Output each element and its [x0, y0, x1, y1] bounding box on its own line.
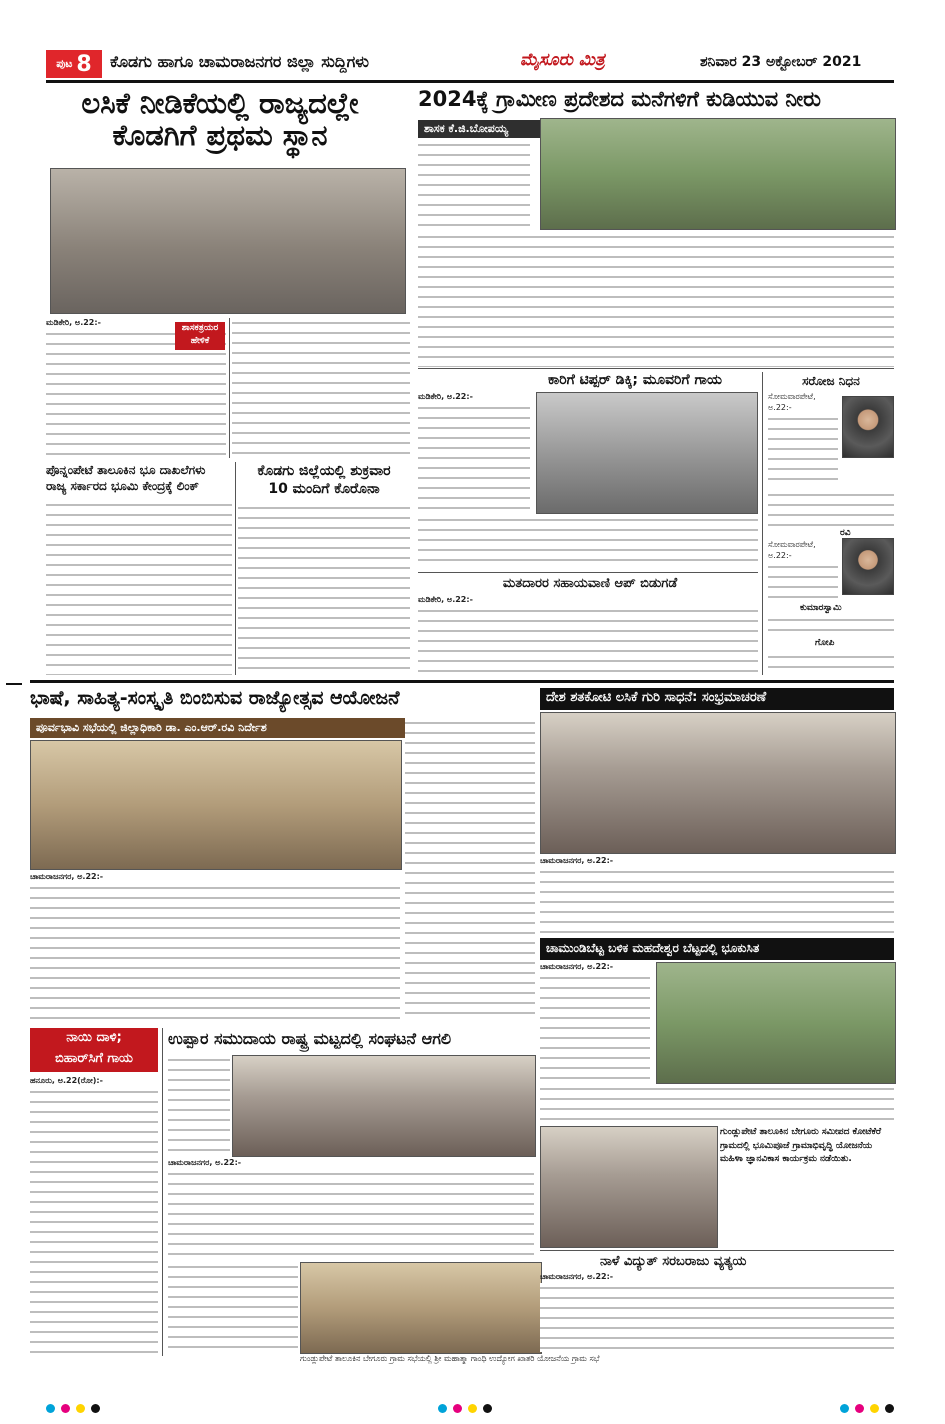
obituary-text-4: [768, 652, 894, 674]
covid-headline-line2: 10 ಮಂದಿಗೆ ಕೊರೊನಾ: [268, 481, 380, 498]
body-text-placeholder: [768, 562, 838, 600]
vaccine-press-photo: [50, 168, 406, 314]
body-text-placeholder: [540, 973, 650, 1082]
cyan-mark: [438, 1404, 447, 1413]
uppara-body-col0: [168, 1055, 230, 1155]
covid-body: [238, 503, 410, 675]
gandhi-scheme-caption: ಗುಂಡ್ಲುಪೇಟೆ ತಾಲೂಕಿನ ಬೇಗೂರು ಸಮೀಪದ ಕೋಟೆಕೆರೆ ಗ್ರಾಮದಲ್ಲಿ ಭೂಮಿಪೂಜೆ ಗ್ರಾಮಾಭಿವೃದ್ಧಿ ಯೋಜನೆಯ ಮಹಿಳಾ ಜ್ಞಾನವಿಕಾಸ ಕಾರ್ಯಕ್ರಮ ನಡೆಯಿತು.: [720, 1127, 882, 1164]
section-rule: [418, 572, 758, 573]
water-ceremony-photo: [540, 118, 896, 230]
body-text-placeholder: [232, 318, 410, 458]
cyan-mark: [46, 1404, 55, 1413]
tipper-dateline: ಮಡಿಕೇರಿ, ಅ.22:-: [418, 392, 473, 401]
tipper-body-rest: [418, 515, 758, 567]
yellow-mark: [468, 1404, 477, 1413]
crop-mark: [6, 683, 22, 685]
uppara-photo-caption: ಗುಂಡ್ಲುಪೇಟೆ ತಾಲೂಕಿನ ಬೇಗೂರು ಗ್ರಾಮ ಸಭೆಯಲ್ಲಿ ಶ್ರೀ ಮಹಾತ್ಮಾ ಗಾಂಧಿ ಉದ್ಯೋಗ ಖಾತರಿ ಯೋಜನೆಯ ಗ್ರಾಮ ಸಭೆ: [300, 1354, 894, 1370]
obituary-text-2: [768, 540, 838, 600]
ponnampet-headline: [46, 463, 232, 494]
tipper-headline: ಕಾರಿಗೆ ಟಿಪ್ಪರ್ ಡಿಕ್ಕಿ; ಮೂವರಿಗೆ ಗಾಯ: [548, 372, 722, 388]
yellow-mark: [76, 1404, 85, 1413]
obituary-dateline: ಸೋಮವಾರಪೇಟೆ, ಅ.22:-: [768, 392, 816, 412]
voter-app-headline: ಮತದಾರರ ಸಹಾಯವಾಣಿ ಆಪ್ ಬಿಡುಗಡೆ: [502, 576, 678, 591]
voter-app-body: [418, 595, 758, 675]
district-divider: [30, 680, 894, 683]
body-text-placeholder: [768, 414, 838, 488]
dog-attack-body: [30, 1076, 158, 1356]
body-text-placeholder: [418, 515, 758, 567]
body-text-placeholder: [768, 490, 894, 528]
uppara-felicitation-photo: [300, 1262, 542, 1354]
ponnampet-headline-line1: ಪೊನ್ನಂಪೇಟೆ ತಾಲೂಕಿನ ಭೂ ದಾಖಲೆಗಳು: [46, 463, 206, 477]
rajyotsava-body: [30, 872, 400, 1022]
section-rule: [418, 368, 894, 369]
yellow-mark: [870, 1404, 879, 1413]
hundred-crore-headline: ದೇಶ ಶತಕೋಟಿ ಲಸಿಕೆ ಗುರಿ ಸಾಧನೆ: ಸಂಭ್ರಮಾಚರಣೆ: [540, 688, 894, 710]
mla-badge: [175, 322, 225, 350]
rajyotsava-subhead: ಪೂರ್ವಭಾವಿ ಸಭೆಯಲ್ಲಿ ಜಿಲ್ಲಾಧಿಕಾರಿ ಡಾ. ಎಂ.ಆರ್.ರವಿ ನಿರ್ದೇಶ: [30, 718, 410, 738]
column-rule: [762, 372, 763, 675]
voter-app-dateline: ಮಡಿಕೇರಿ, ಅ.22:-: [418, 595, 473, 604]
gandhi-scheme-photo: [540, 1126, 718, 1248]
rajyotsava-dateline: ಚಾಮರಾಜನಗರ, ಅ.22:-: [30, 872, 104, 881]
mla-badge-line2: ಹೇಳಿಕೆ: [190, 335, 210, 346]
dog-attack-headline-line1: ನಾಯಿ ದಾಳಿ;: [66, 1030, 122, 1045]
obituary-dateline-2: ಸೋಮವಾರಪೇಟೆ, ಅ.22:-: [768, 540, 816, 560]
vaccine-headline-line2: ಕೊಡಗಿಗೆ ಪ್ರಥಮ ಸ್ಥಾನ: [112, 117, 328, 152]
page-number: 8: [76, 51, 92, 77]
black-mark: [885, 1404, 894, 1413]
body-text-placeholder: [768, 652, 894, 674]
body-text-placeholder: [30, 1087, 158, 1356]
body-text-placeholder: [418, 232, 894, 367]
obituary-text: [768, 392, 838, 488]
body-text-placeholder: [540, 1283, 894, 1352]
uppara-body-col2: [168, 1262, 298, 1352]
vaccine-headline-line1: ಲಸಿಕೆ ನೀಡಿಕೆಯಲ್ಲಿ ರಾಜ್ಯದಲ್ಲೇ: [81, 86, 359, 120]
landslide-body-rest: [540, 1084, 894, 1122]
body-text-placeholder: [168, 1169, 534, 1258]
power-cut-body: [540, 1272, 894, 1352]
column-rule: [162, 1028, 163, 1356]
cyan-mark: [840, 1404, 849, 1413]
covid-headline: [238, 462, 410, 498]
mla-badge-line1: ಶಾಸಕತ್ರಯರ: [181, 323, 219, 333]
landslide-dateline: ಚಾಮರಾಜನಗರ, ಅ.22:-: [540, 962, 614, 971]
uppara-gathering-photo: [232, 1055, 536, 1157]
masthead-logo: ಮೈಸೂರು ಮಿತ್ರ: [520, 50, 605, 70]
rajyotsava-body-col: [405, 718, 535, 1022]
tipper-crash-photo: [536, 392, 758, 514]
landslide-photo: [656, 962, 896, 1084]
page-label: ಪುಟ: [56, 57, 73, 70]
landslide-headline: ಚಾಮುಂಡಿಬೆಟ್ಟ ಬಳಿಕ ಮಹದೇಶ್ವರ ಬೆಟ್ಟದಲ್ಲಿ ಭೂಕುಸಿತ: [540, 938, 894, 960]
registration-marks-left: [46, 1404, 100, 1413]
covid-headline-line1: ಕೊಡಗು ಜಿಲ್ಲೆಯಲ್ಲಿ ಶುಕ್ರವಾರ: [257, 463, 391, 479]
rajyotsava-meeting-photo: [30, 740, 402, 870]
magenta-mark: [453, 1404, 462, 1413]
section-title: ಕೊಡಗು ಹಾಗೂ ಚಾಮರಾಜನಗರ ಜಿಲ್ಲಾ ಸುದ್ದಿಗಳು: [110, 52, 370, 71]
dog-attack-dateline: ಹನೂರು, ಅ.22(ರೋ):-: [30, 1076, 103, 1085]
body-text-placeholder: [46, 500, 232, 675]
vaccine-dateline: ಮಡಿಕೇರಿ, ಅ.22:-: [46, 318, 101, 327]
power-cut-headline: ನಾಳೆ ವಿದ್ಯುತ್ ಸರಬರಾಜು ವ್ಯತ್ಯಯ: [600, 1254, 747, 1269]
obituary-portrait-2: [842, 538, 894, 595]
obituary-signoff: ರವಿ: [840, 528, 851, 538]
magenta-mark: [855, 1404, 864, 1413]
magenta-mark: [61, 1404, 70, 1413]
body-text-placeholder: [540, 867, 894, 936]
registration-marks-right: [840, 1404, 894, 1413]
registration-marks: [438, 1404, 492, 1413]
obituary-title: ಸರೋಜ ನಿಧನ: [802, 374, 860, 388]
black-mark: [483, 1404, 492, 1413]
body-text-placeholder: [238, 503, 410, 675]
body-text-placeholder: [168, 1262, 298, 1352]
body-text-placeholder: [418, 606, 758, 675]
water-headline: 2024ಕ್ಕೆ ಗ್ರಾಮೀಣ ಪ್ರದೇಶದ ಮನೆಗಳಿಗೆ ಕುಡಿಯುವ ನೀರು: [418, 87, 821, 111]
dog-attack-headline-line2: ಬಿಹಾರ್‌ಸಿಗೆ ಗಾಯ: [55, 1050, 133, 1066]
obituary-text-cont: [768, 490, 894, 528]
column-rule: [235, 462, 236, 675]
tipper-body-col1: [418, 392, 530, 512]
ponnampet-body: [46, 500, 232, 675]
landslide-body-col1: [540, 962, 650, 1082]
obituary-name-2: ಕುಮಾರಸ್ವಾಮಿ: [800, 603, 842, 613]
vaccine-headline: [30, 88, 410, 152]
page-number-box: [46, 50, 102, 78]
body-text-placeholder: [168, 1055, 230, 1155]
section-rule: [540, 1250, 894, 1251]
hundred-crore-dateline: ಚಾಮರಾಜನಗರ, ಅ.22:-: [540, 856, 614, 865]
uppara-body: [168, 1158, 534, 1258]
header-rule: [46, 80, 894, 83]
black-mark: [91, 1404, 100, 1413]
vaccine-body-col2: [232, 318, 410, 458]
power-cut-dateline: ಚಾಮರಾಜನಗರ, ಅ.22:-: [540, 1272, 614, 1281]
body-text-placeholder: [30, 883, 400, 1022]
body-text-placeholder: [418, 403, 530, 512]
hundred-crore-body: [540, 856, 894, 936]
obituary-portrait-1: [842, 396, 894, 458]
ponnampet-headline-line2: ರಾಜ್ಯ ಸರ್ಕಾರದ ಭೂಮಿ ಕೇಂದ್ರಕ್ಕೆ ಲಿಂಕ್: [46, 478, 199, 493]
dog-attack-headline: [30, 1028, 158, 1072]
body-text-placeholder: [540, 1084, 894, 1122]
uppara-dateline: ಚಾಮರಾಜನಗರ, ಅ.22:-: [168, 1158, 242, 1167]
uppara-headline: ಉಪ್ಪಾರ ಸಮುದಾಯ ರಾಷ್ಟ್ರ ಮಟ್ಟದಲ್ಲಿ ಸಂಘಟನೆ ಆಗಲಿ: [168, 1029, 452, 1048]
column-rule: [229, 318, 230, 458]
water-byline: ಶಾಸಕ ಕೆ.ಜಿ.ಬೋಪಯ್ಯ: [418, 120, 540, 138]
body-text-placeholder: [768, 615, 894, 637]
obituary-name-3: ಗೋಪಿ: [815, 638, 835, 648]
rajyotsava-headline: ಭಾಷೆ, ಸಾಹಿತ್ಯ-ಸಂಸ್ಕೃತಿ ಬಿಂಬಿಸುವ ರಾಜ್ಯೋತ್ಸವ ಆಯೋಜನೆ: [30, 687, 400, 709]
water-body-cols: [418, 232, 894, 367]
issue-date: ಶನಿವಾರ 23 ಅಕ್ಟೋಬರ್ 2021: [700, 54, 862, 70]
body-text-placeholder: [405, 718, 535, 1022]
obituary-text-3: [768, 615, 894, 637]
hundred-crore-photo: [540, 712, 896, 854]
